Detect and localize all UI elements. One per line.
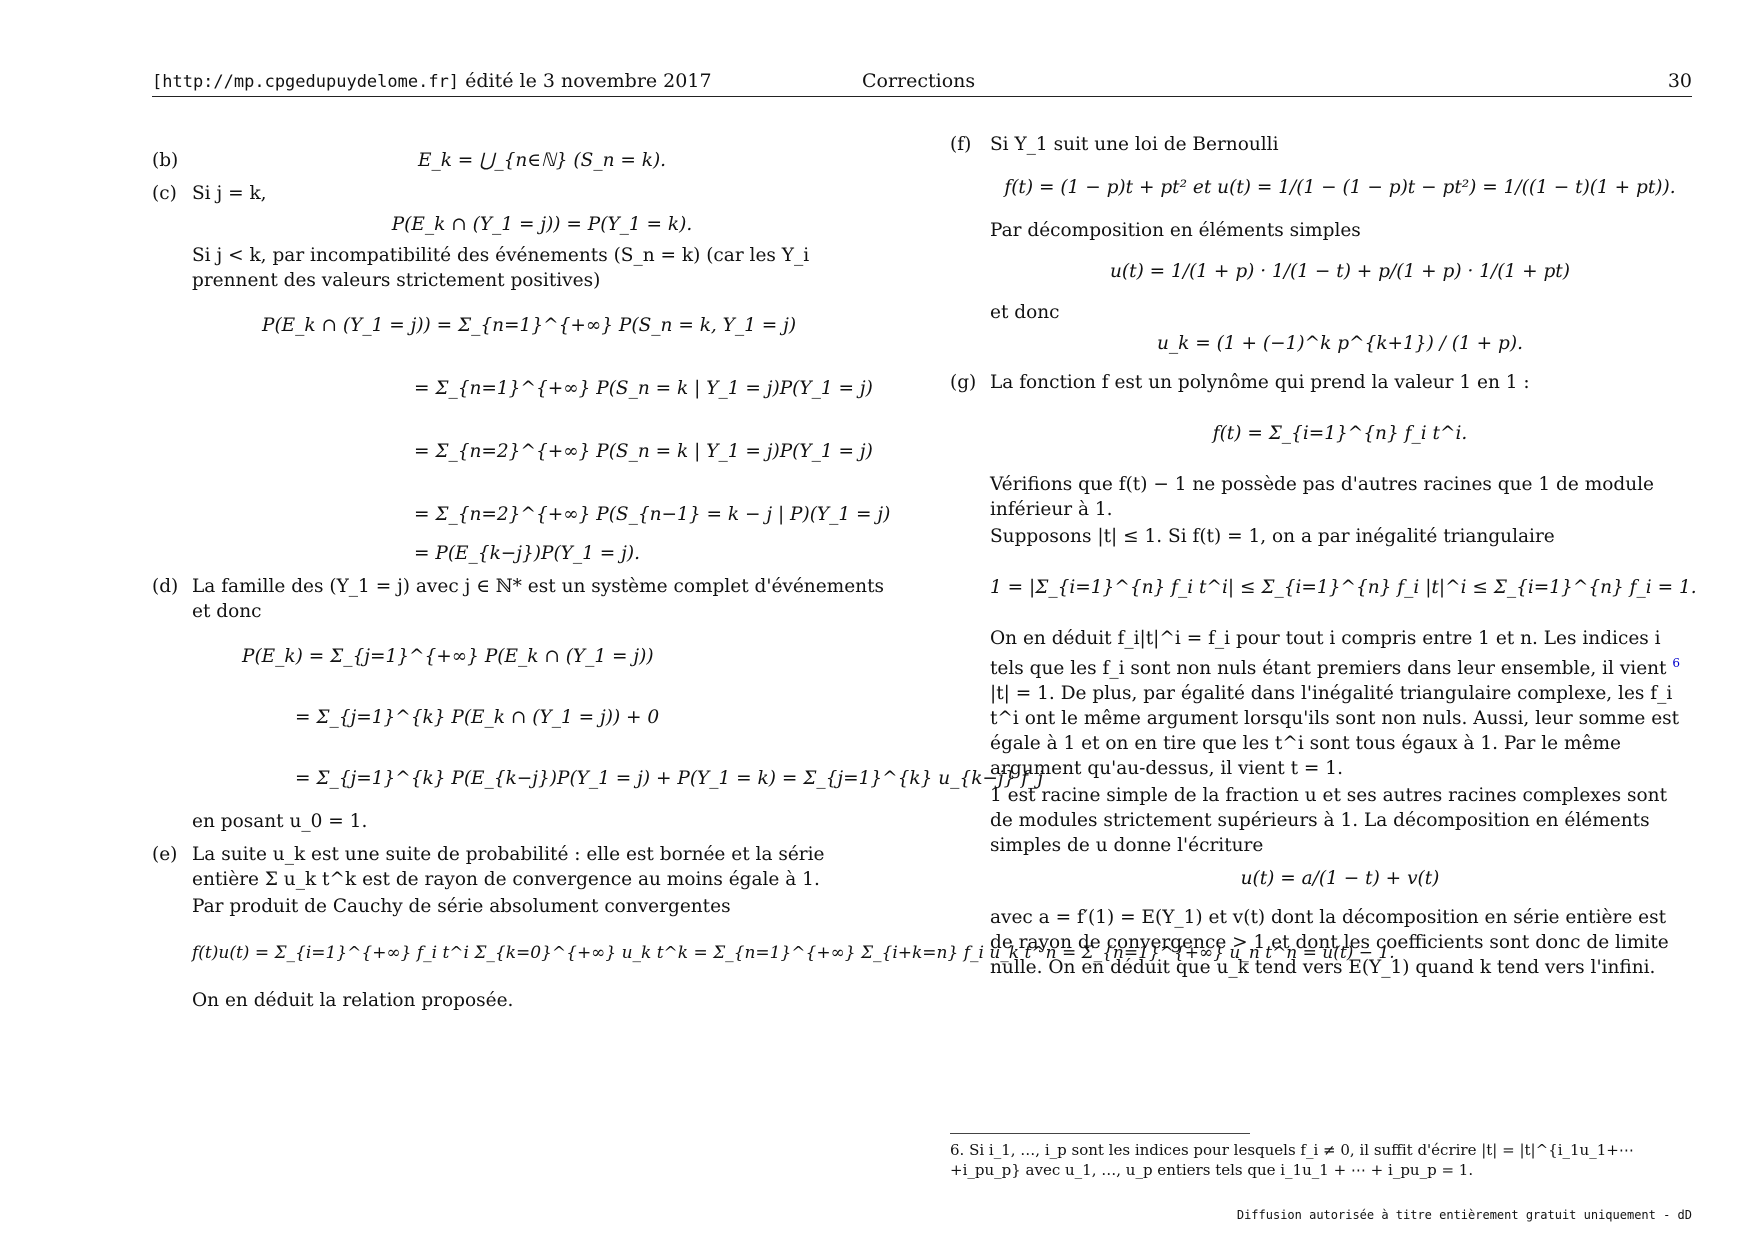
item-g-intro: La fonction f est un polynôme qui prend la valeur 1 en 1 : — [990, 372, 1530, 393]
item-d-label: (d) — [152, 576, 179, 597]
item-d-text: La famille des (Y_1 = j) avec j ∈ ℕ* est un système complet d'événements et donc — [192, 576, 885, 622]
item-f-equation-1: f(t) = (1 − p)t + pt² et u(t) = 1/(1 − (1 − p)t − pt²) = 1/((1 − t)(1 + pt)). — [1004, 177, 1676, 198]
item-c-line-1: P(E_k ∩ (Y_1 = j)) = Σ_{n=1}^{+∞} P(S_n = k, Y_1 = j) — [262, 315, 797, 336]
page-number: 30 — [1667, 70, 1692, 92]
item-f-label: (f) — [950, 134, 972, 155]
item-f-intro: Si Y_1 suit une loi de Bernoulli — [990, 134, 1279, 155]
item-g-text-3a: On en déduit f_i|t|^i = f_i pour tout i compris entre 1 et n. Les indices i tels que les f_i sont non nuls étant premiers dans leur ensemble, il vient — [990, 628, 1667, 680]
footnote-ref[interactable]: 6 — [1672, 656, 1681, 670]
item-c-line-3: = Σ_{n=2}^{+∞} P(S_n = k | Y_1 = j)P(Y_1 = j) — [414, 441, 873, 462]
item-g-equation-1: f(t) = Σ_{i=1}^{n} f_i t^i. — [1212, 423, 1468, 444]
item-c-line-5: = P(E_{k−j})P(Y_1 = j). — [414, 543, 641, 564]
item-d — [152, 574, 1044, 834]
item-e-text-1: La suite u_k est une suite de probabilité : elle est bornée et la série entière Σ u_k t^k est de rayon de convergence au moins égale à 1. — [192, 844, 825, 890]
item-g-text-4: 1 est racine simple de la fraction u et ses autres racines complexes sont de modules strictement supérieurs à 1. La décomposition en éléments simples de u donne l'écriture — [990, 785, 1668, 857]
item-f-text: Par décomposition en éléments simples — [990, 220, 1361, 241]
footnote-divider — [950, 1133, 1250, 1134]
header-url[interactable]: [http://mp.cpgedupuydelome.fr] — [152, 72, 460, 92]
page-footer: Diffusion autorisée à titre entièrement gratuit uniquement - dD — [1236, 1208, 1692, 1222]
item-c-line-2: = Σ_{n=1}^{+∞} P(S_n = k | Y_1 = j)P(Y_1 = j) — [414, 378, 873, 399]
item-f-equation-2: u(t) = 1/(1 + p) · 1/(1 − t) + p/(1 + p) · 1/(1 + pt) — [1110, 261, 1570, 282]
item-g-text-2: Supposons |t| ≤ 1. Si f(t) = 1, on a par inégalité triangulaire — [990, 526, 1555, 547]
item-g-text-5: avec a = f′(1) = E(Y_1) et v(t) dont la décomposition en série entière est de rayon de convergence > 1 et dont les coefficients sont donc de limite nulle. On en déduit que u_k tend vers E(Y_1) quand k tend vers l'infini. — [990, 907, 1669, 979]
item-g — [950, 370, 1697, 980]
item-d-after: en posant u_0 = 1. — [192, 811, 368, 832]
header-left — [152, 70, 712, 92]
item-c-equation: P(E_k ∩ (Y_1 = j)) = P(Y_1 = k). — [391, 214, 693, 235]
item-g-label: (g) — [950, 372, 977, 393]
item-g-equation-2: 1 = |Σ_{i=1}^{n} f_i t^i| ≤ Σ_{i=1}^{n} f_i |t|^i ≤ Σ_{i=1}^{n} f_i = 1. — [990, 577, 1697, 598]
item-g-text-3 — [990, 626, 1690, 781]
item-b-equation: E_k = ⋃_{n∈ℕ} (S_n = k). — [417, 150, 667, 171]
item-e-label: (e) — [152, 844, 178, 865]
item-g-text-1: Vérifions que f(t) − 1 ne possède pas d'autres racines que 1 de module inférieur à 1. — [990, 474, 1655, 520]
item-c-label: (c) — [152, 183, 177, 204]
item-g-text-3b: |t| = 1. De plus, par égalité dans l'inégalité triangulaire complexe, les f_i t^i ont le même argument lorsqu'ils sont non nuls. Aussi, leur somme est égale à 1 et on en tire que les t^i sont tous égaux à 1. Par le même argument qu'au-dessus, il vient t = 1. — [990, 683, 1680, 780]
item-e-equation: f(t)u(t) = Σ_{i=1}^{+∞} f_i t^i Σ_{k=0}^{+∞} u_k t^k = Σ_{n=1}^{+∞} Σ_{i+k=n} f_i u_k t^n = Σ_{n=1}^{+∞} u_n t^n = u(t) − 1. — [192, 943, 1395, 963]
header-section: Corrections — [862, 70, 976, 92]
right-column — [950, 130, 1697, 988]
footnote: 6. Si i_1, …, i_p sont les indices pour lesquels f_i ≠ 0, il suffit d'écrire |t| = |t|^{i_1u_1+⋯+i_pu_p} avec u_1, …, u_p entiers tels que i_1u_1 + ⋯ + i_pu_p = 1. — [950, 1141, 1634, 1179]
item-c — [152, 181, 892, 566]
item-b-label: (b) — [152, 150, 179, 171]
item-f — [950, 132, 1690, 356]
item-c-intro: Si j = k, — [192, 183, 267, 204]
item-e-text-2: Par produit de Cauchy de série absolument convergentes — [192, 896, 731, 917]
item-b — [152, 148, 892, 173]
item-e-text-3: On en déduit la relation proposée. — [192, 990, 514, 1011]
item-f-text-2: et donc — [990, 302, 1060, 323]
item-f-equation-3: u_k = (1 + (−1)^k p^{k+1}) / (1 + p). — [1157, 333, 1523, 354]
page-header — [152, 70, 1692, 97]
item-g-equation-3: u(t) = a/(1 − t) + v(t) — [1240, 868, 1440, 890]
header-date: édité le 3 novembre 2017 — [465, 70, 712, 92]
item-d-line-1: P(E_k) = Σ_{j=1}^{+∞} P(E_k ∩ (Y_1 = j)) — [242, 646, 654, 667]
item-c-text: Si j < k, par incompatibilité des événements (S_n = k) (car les Y_i prennent des valeurs strictement positives) — [192, 245, 810, 291]
item-c-line-4: = Σ_{n=2}^{+∞} P(S_{n−1} = k − j | P)(Y_1 = j) — [414, 504, 891, 525]
item-d-line-3: = Σ_{j=1}^{k} P(E_{k−j})P(Y_1 = j) + P(Y_1 = k) = Σ_{j=1}^{k} u_{k−j} f_j — [295, 768, 1044, 789]
item-d-line-2: = Σ_{j=1}^{k} P(E_k ∩ (Y_1 = j)) + 0 — [295, 707, 660, 728]
